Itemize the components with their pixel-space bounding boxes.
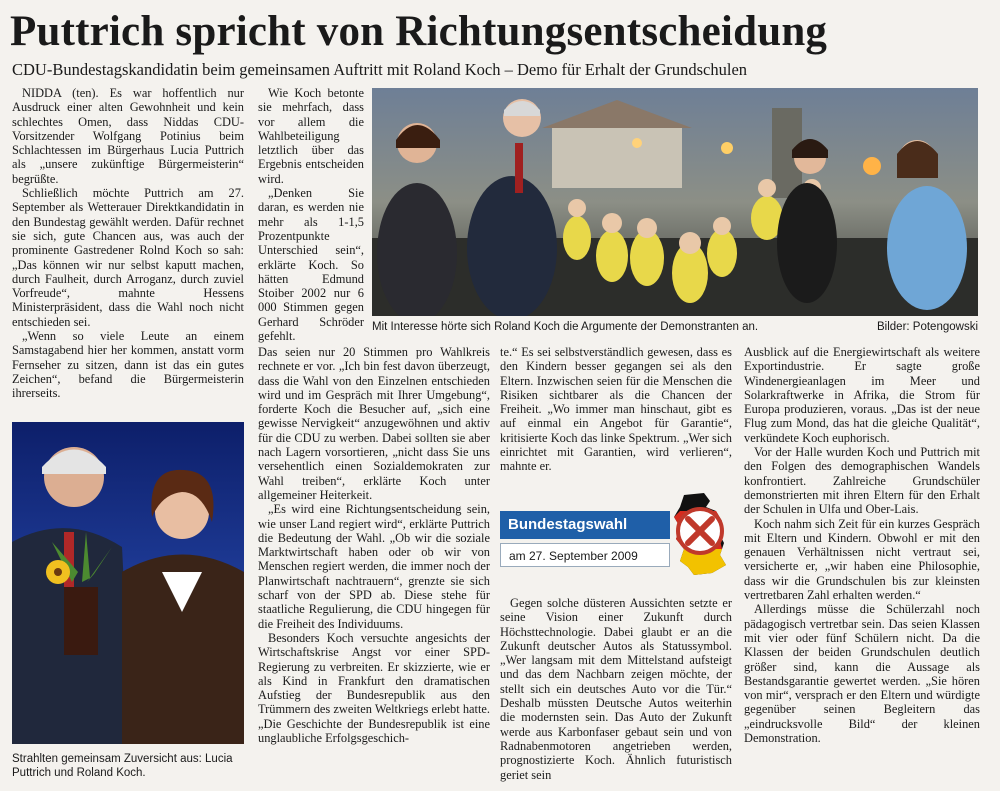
demonstration-photo xyxy=(372,88,978,316)
paragraph: te.“ Es sei selbstverständlich gewesen, dass es den Kindern besser gegangen sei als den Eltern. Inzwischen seien für die Menschen die Risiken sichtbarer als die Chancen der Freiheit. „Wo immer man hinschaut, gibt es auf einmal ein Angebot für Garantie“, kritisierte Koch das linke Spektrum. „Wer sich einrichtet mit Garantien, wird verlieren“, mahnte er. xyxy=(500,345,732,474)
main-photo-caption: Mit Interesse hörte sich Roland Koch die Argumente der Demonstranten an. xyxy=(372,321,759,333)
paragraph: Vor der Halle wurden Koch und Puttrich mit den Folgen des demographischen Wandels konfrontiert. Zahlreiche Grundschüler demonstrierten mit ihren Eltern für den Erhalt der Schulen in Ulfa und Ober-Lais. xyxy=(744,445,980,517)
paragraph: Allerdings müsse die Schülerzahl noch pädagogisch vertretbar sein. Das seien Klassen mit vier oder fünf Schülern nicht. Da die Klassen der beiden Grundschulen deutlich größer sind, kann die Aussage als Bestandsgarantie gewertet werden. „Sie hören von mir“, versprach er den Eltern und würdigte gegenüber seinen Begleitern das „eindrucksvolle Bild“ der kleinen Demonstration. xyxy=(744,602,980,746)
column-2-top xyxy=(258,86,364,344)
column-1 xyxy=(12,86,244,414)
infobox-date: am 27. September 2009 xyxy=(500,543,670,567)
paragraph: „Denken Sie daran, es werden nie mehr als 1-1,5 Prozentpunkte Unterschied sein“, erklärte Koch. So hätten Edmund Stoiber 2002 nur 6 000 Stimmen gegen Gerhard Schröder gefehlt. xyxy=(258,186,364,344)
photo-credit: Bilder: Potengowski xyxy=(877,321,978,333)
paragraph: Schließlich möchte Puttrich am 27. September als Wetterauer Direktkandidatin in den Bundestag gewählt werden. Dafür rechnet sie sich, gute Chancen aus, was auch der prominente Gastredener Rolnd Koch so sah: „Das können wir nur selbst kaputt machen, durch Faulheit, durch Arroganz, durch zuviel Vorfreude“, mahnte Hessens Ministerpräsident, dass die Wahl noch nicht entschieden sei. xyxy=(12,186,244,329)
column-3-top xyxy=(500,345,732,485)
paragraph: Das seien nur 20 Stimmen pro Wahlkreis rechnete er vor. „Ich bin fest davon überzeugt, dass die Wahl von den Einzelnen entschieden wird und im Gespräch mit Ihrer Umgebung“, forderte Koch die Besucher auf, „sich eine gewisse Nervigkeit“ anzugewöhnen und aktiv für die CDU zu werben. Dabei sollten sie aber nach Lagern vorsortieren, „nicht dass Sie uns versehentlich einen Sozialdemokraten zur Wahl treiben“, erklärte Koch unter allgemeiner Heiterkeit. xyxy=(258,345,490,502)
headline: Puttrich spricht von Richtungsentscheidung xyxy=(10,8,828,55)
candidates-photo xyxy=(12,422,244,744)
subheadline: CDU-Bundestagskandidatin beim gemeinsamen Auftritt mit Roland Koch – Demo für Erhalt der Grundschulen xyxy=(12,60,748,79)
germany-ballot-cross-icon xyxy=(666,491,734,577)
paragraph: Ausblick auf die Energiewirtschaft als weitere Exportindustrie. Er sagte große Windenergieanlagen im Meer und Solarkraftwerke in Afrika, die Strom für Europa produzieren, voraus. „Das ist der neue Flug zum Mond, das hat die gleiche Qualität“, verkündete Koch euphorisch. xyxy=(744,345,980,445)
paragraph: NIDDA (ten). Es war hoffentlich nur Ausdruck einer alten Gewohnheit und kein schlechtes Omen, dass Niddas CDU-Vorsitzender Wolfgang Potinius beim Schlachtessen im Bürgerhaus Lucia Puttrich als „unsere zukünftige Bürgermeisterin“ begrüßte. xyxy=(12,86,244,186)
election-infobox xyxy=(500,511,732,581)
paragraph: Koch nahm sich Zeit für ein kurzes Gespräch mit Eltern und Kindern. Obwohl er mit den genauen Verhältnissen nicht vertraut sei, versicherte er, „wir haben eine Philosophie, dass wir die Grundschulen bis zur kleinsten vertretbaren Zahl erhalten werden.“ xyxy=(744,516,980,603)
side-photo-caption: Strahlten gemeinsam Zuversicht aus: Lucia Puttrich und Roland Koch. xyxy=(12,753,233,779)
infobox-title: Bundestagswahl xyxy=(500,511,670,539)
paragraph: Besonders Koch versuchte angesichts der Wirtschaftskrise Angst vor einer SPD-Regierung zu verbreiten. Er skizzierte, wie er als Kind in Frankfurt den dramatischen Aufstieg der Bundesrepublik aus den Trümmern des zweiten Weltkriegs erlebt hatte. „Die Geschichte der Bundesrepublik ist eine unglaubliche Erfolgsgeschich- xyxy=(258,630,490,746)
paragraph: „Es wird eine Richtungsentscheidung sein, wie unser Land regiert wird“, erklärte Puttrich die Bedeutung der Wahl. „Ob wir die soziale Marktwirtschaft haben oder ob wir von Menschen regiert werden, die immer noch der Planwirtschaft nachtrauern“, grenzte sie sich scharf von der SPD ab. Diese stehe für staatliche Regulierung, die CDU hingegen für die Freiheit des Individuums. xyxy=(258,502,490,631)
paragraph: Wie Koch betonte sie mehrfach, dass vor allem die Wahlbeteiligung letztlich über das Ergebnis entscheiden wird. xyxy=(258,86,364,186)
column-2 xyxy=(258,345,490,785)
paragraph: „Wenn so viele Leute an einem Samstagabend hier her kommen, anstatt vorm Fernseher zu sitzen, dann ist das ein gutes Zeichen“, befand die Bürgermeisterin ihrerseits. xyxy=(12,329,244,401)
column-4 xyxy=(744,345,980,785)
paragraph: Gegen solche düsteren Aussichten setzte er seine Vision einer Zukunft durch Höchsttechnologie. Dabei glaubt er an die Zukunft deutscher Autos als Statussymbol. „Wer langsam mit dem Mittelstand aufsteigt und das dem Nachbarn zeigen möchte, der stellt sich ein deutsches Auto vor die Tür.“ Deshalb müssten Deutsche Autos weiterhin die modernsten sein. Das Auto der Zukunft werde aus Karbonfaser gebaut sein und von Radnabenmotoren angetrieben werden, prognostizierte Koch. Ähnlich futuristisch geriet sein xyxy=(500,596,732,782)
column-3-bottom xyxy=(500,596,732,786)
